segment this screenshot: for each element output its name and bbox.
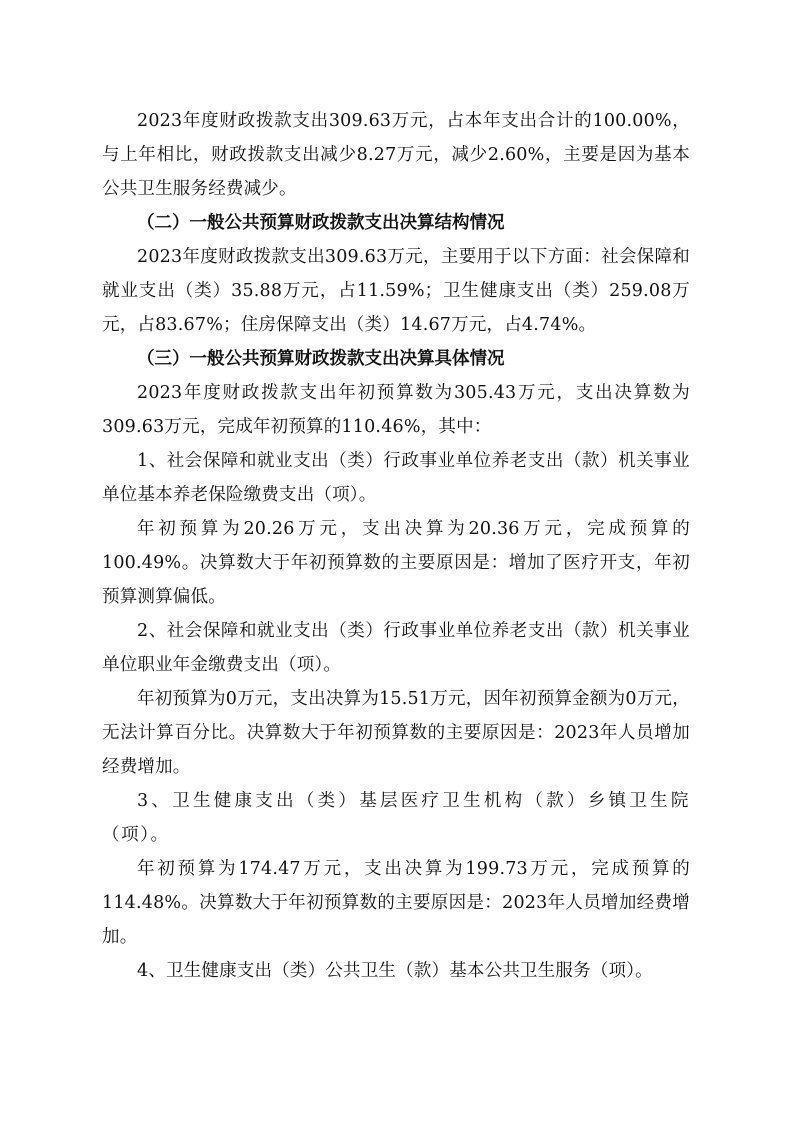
document-body <box>102 104 690 988</box>
paragraph-item-2-title: 2、社会保障和就业支出（类）行政事业单位养老支出（款）机关事业单位职业年金缴费支出（项）。 <box>102 621 690 675</box>
paragraph-expenditure-summary: 2023年度财政拨款支出309.63万元，占本年支出合计的100.00%，与上年相比，财政拨款支出减少8.27万元，减少2.60%，主要是因为基本公共卫生服务经费减少。 <box>102 111 690 199</box>
paragraph-budget-completion: 2023年度财政拨款支出年初预算数为305.43万元，支出决算数为309.63万元，完成年初预算的110.46%，其中： <box>102 383 690 437</box>
paragraph-item-1-title: 1、社会保障和就业支出（类）行政事业单位养老支出（款）机关事业单位基本养老保险缴费支出（项）。 <box>102 451 690 505</box>
heading-details: （三）一般公共预算财政拨款支出决算具体情况 <box>137 349 505 369</box>
paragraph-item-2-detail: 年初预算为0万元，支出决算为15.51万元，因年初预算金额为0万元，无法计算百分比。决算数大于年初预算数的主要原因是：2023年人员增加经费增加。 <box>102 689 690 777</box>
paragraph-item-4-title: 4、卫生健康支出（类）公共卫生（款）基本公共卫生服务（项）。 <box>137 961 653 981</box>
paragraph-item-1-detail: 年初预算为20.26万元，支出决算为20.36万元，完成预算的100.49%。决算数大于年初预算数的主要原因是：增加了医疗开支，年初预算测算偏低。 <box>102 519 690 607</box>
paragraph-structure: 2023年度财政拨款支出309.63万元，主要用于以下方面：社会保障和就业支出（类）35.88万元，占11.59%；卫生健康支出（类）259.08万元，占83.67%；住房保障支出（类）14.67万元，占4.74%。 <box>102 247 690 335</box>
paragraph-item-3-detail: 年初预算为174.47万元，支出决算为199.73万元，完成预算的114.48%。决算数大于年初预算数的主要原因是：2023年人员增加经费增加。 <box>102 859 690 947</box>
paragraph-item-3-title: 3、卫生健康支出（类）基层医疗卫生机构（款）乡镇卫生院（项）。 <box>102 791 690 845</box>
heading-structure: （二）一般公共预算财政拨款支出决算结构情况 <box>137 213 505 233</box>
